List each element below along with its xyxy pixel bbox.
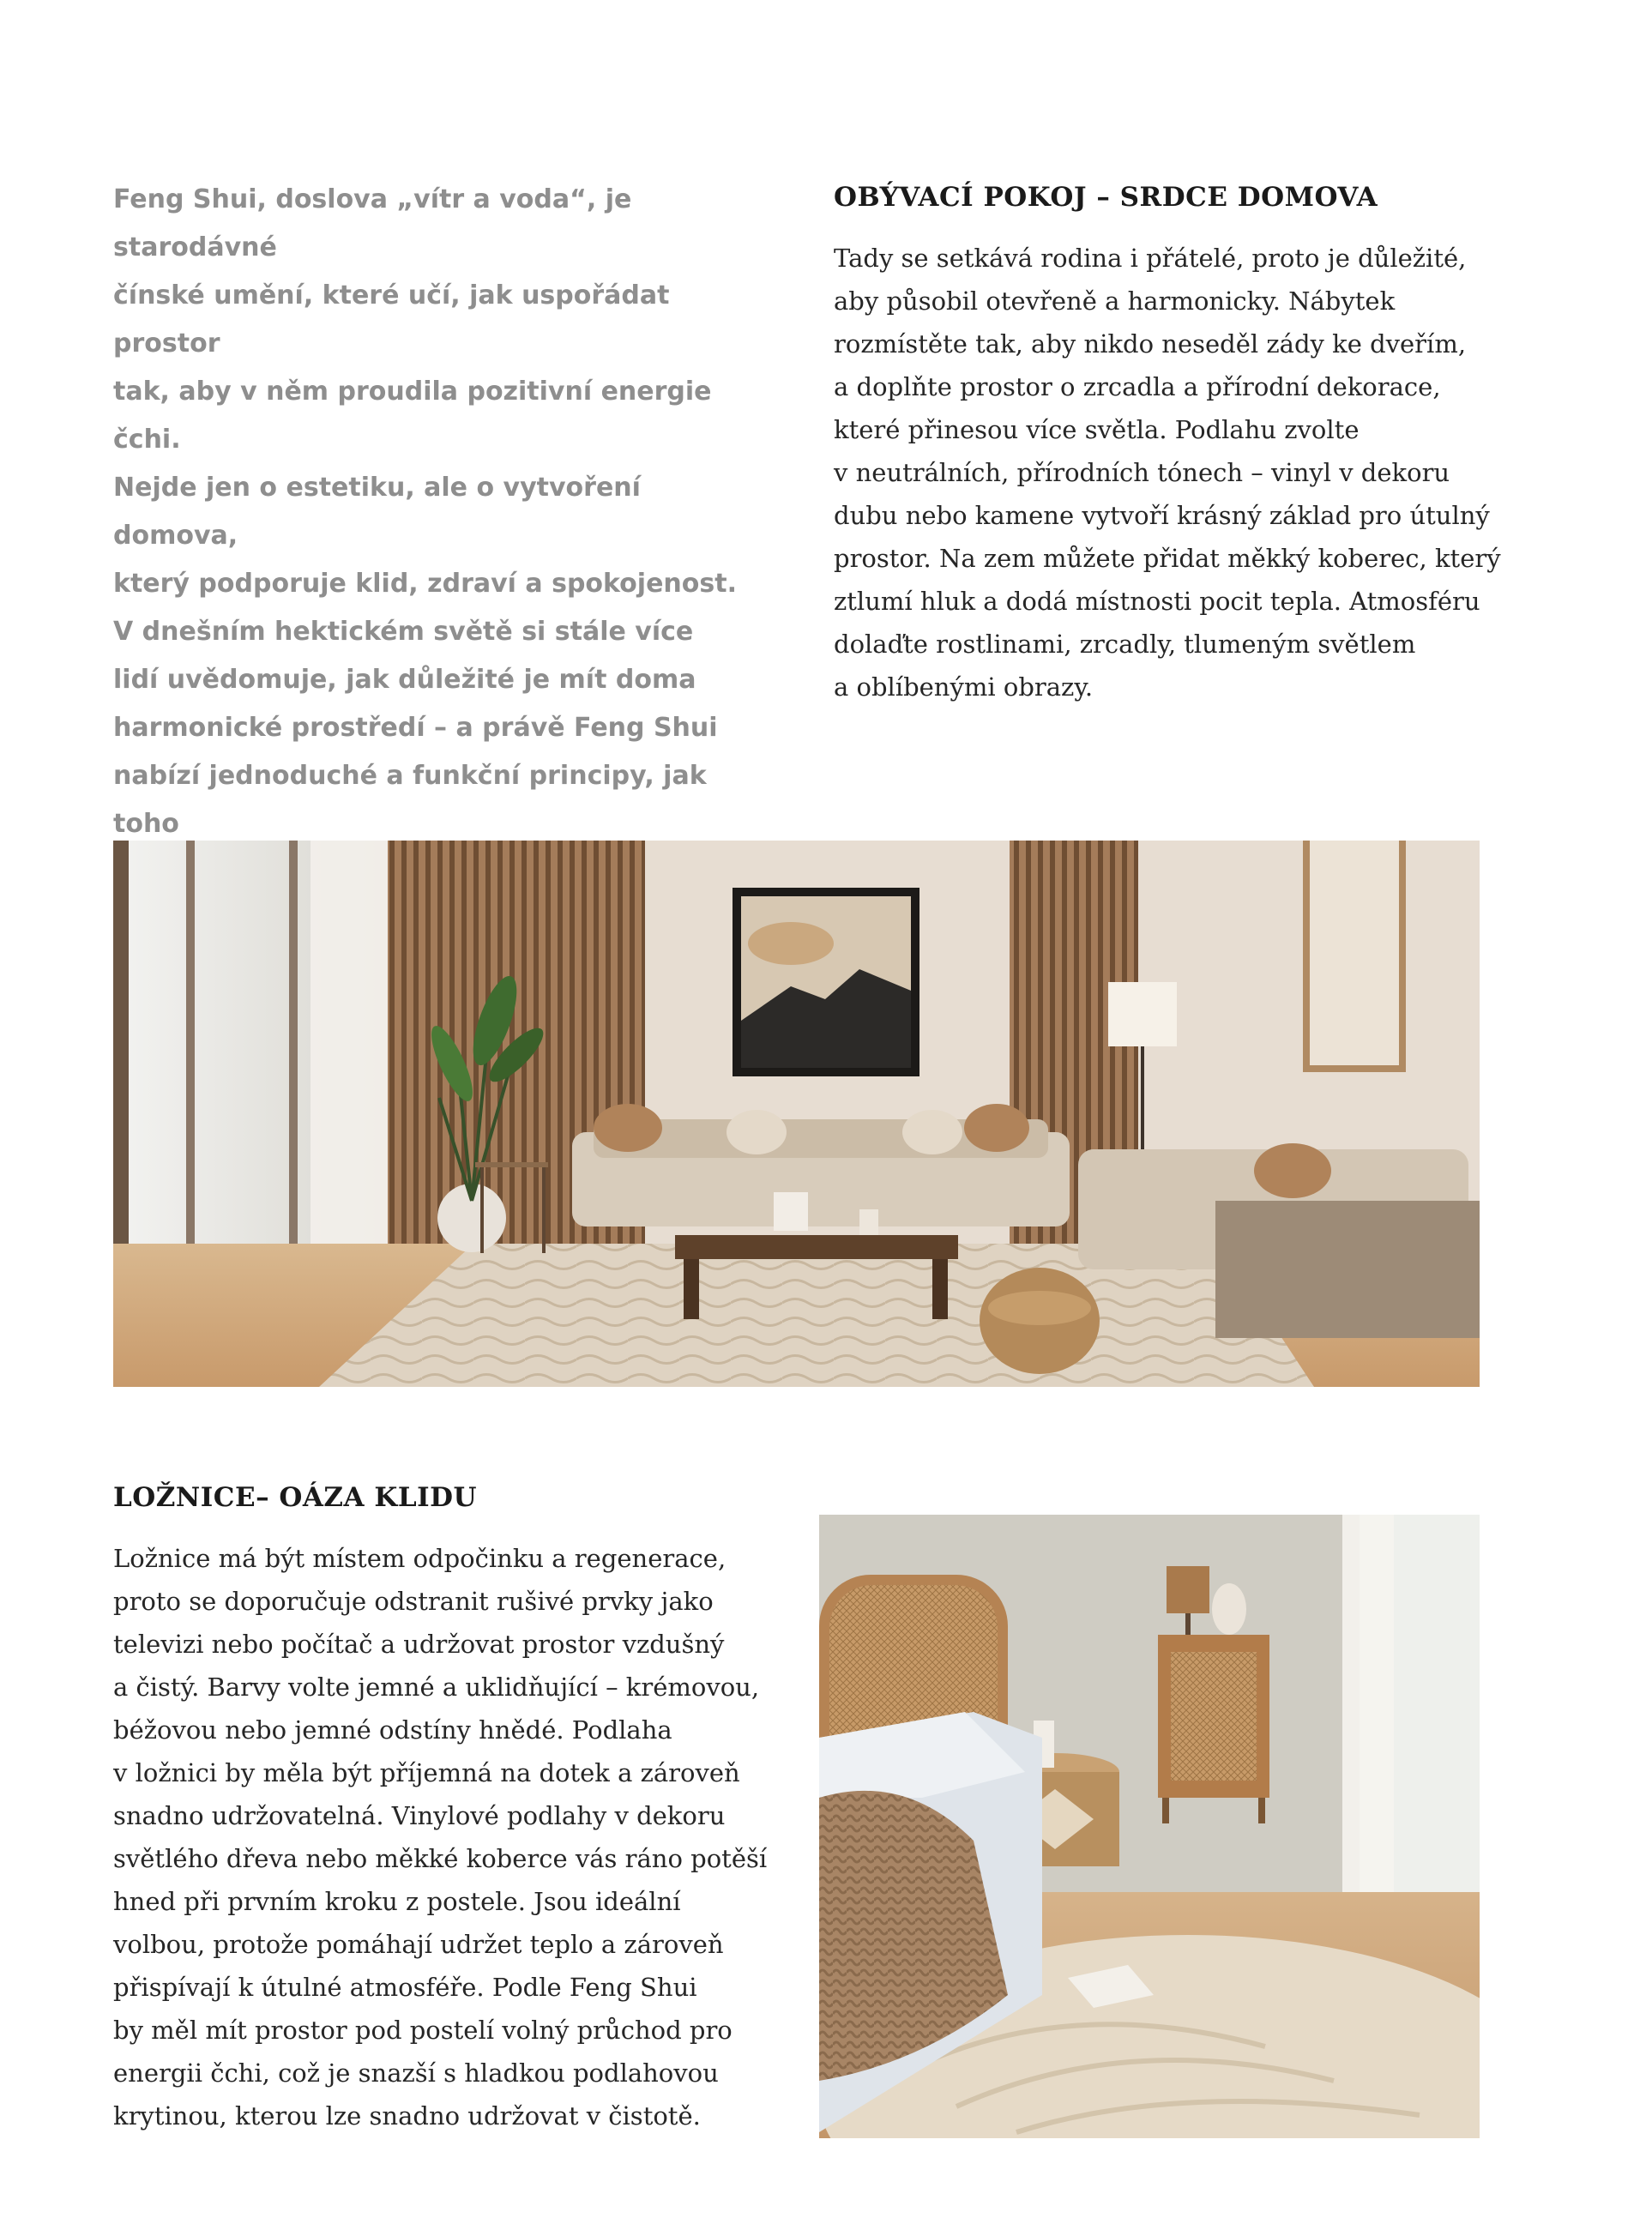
living-room-illustration [113,841,1480,1387]
intro-paragraph [113,176,765,944]
bedroom-illustration [819,1515,1480,2138]
bedroom-photo [819,1515,1480,2138]
living-room-photo [113,841,1480,1387]
living-room-text: Tady se setkává rodina i přátelé, proto je důležité, aby působil otevřeně a harmonicky. Nábytek rozmístěte tak, aby nikdo neseděl zády ke dveřím, a doplňte prostor o zrcadla a přírodní dekorace, které přinesou více světla. Podlahu zvolte v neutrálních, přírodních tónech – vinyl v dekoru dubu nebo kamene vytvoří krásný základ pro útulný prostor. Na zem můžete přidat měkký koberec, který ztlumí hluk a dodá místnosti pocit tepla. Atmosféru dolaďte rostlinami, zrcadly, tlumeným světlem a oblíbenými obrazy. [834,244,1501,702]
living-room-heading: OBÝVACÍ POKOJ – SRDCE DOMOVA [834,182,1378,213]
intro-text: Feng Shui, doslova „vítr a voda“, je starodávné čínské umění, které učí, jak uspořádat prostor tak, aby v něm proudila pozitivní energie čchi. Nejde jen o estetiku, ale o vytvoření domova, který podporuje klid, zdraví a spokojenost. V dnešním hektickém světě si stále více lidí uvědomuje, jak důležité je mít doma harmonické prostředí – a právě Feng Shui nabízí jednoduché a funkční principy, jak toho [113,184,737,839]
bedroom-text: Ložnice má být místem odpočinku a regenerace, proto se doporučuje odstranit rušivé prvky jako televizi nebo počítač a udržovat prostor vzdušný a čistý. Barvy volte jemné a uklidňující – krémovou, béžovou nebo jemné odstíny hnědé. Podlaha v ložnici by měla být příjemná na dotek a zároveň snadno udržovatelná. Vinylové podlahy v dekoru světlého dřeva nebo měkké koberce vás ráno potěší hned při prvním kroku z postele. Jsou ideální volbou, protože pomáhají udržet teplo a zároveň přispívají k útulné atmosféře. Podle Feng Shui by měl mít prostor pod postelí volný průchod pro energii čchi, což je snazší s hladkou podlahovou krytinou, kterou lze snadno udržovat v čistotě. [113,1544,768,2131]
bedroom-heading: LOŽNICE– OÁZA KLIDU [113,1482,478,1513]
